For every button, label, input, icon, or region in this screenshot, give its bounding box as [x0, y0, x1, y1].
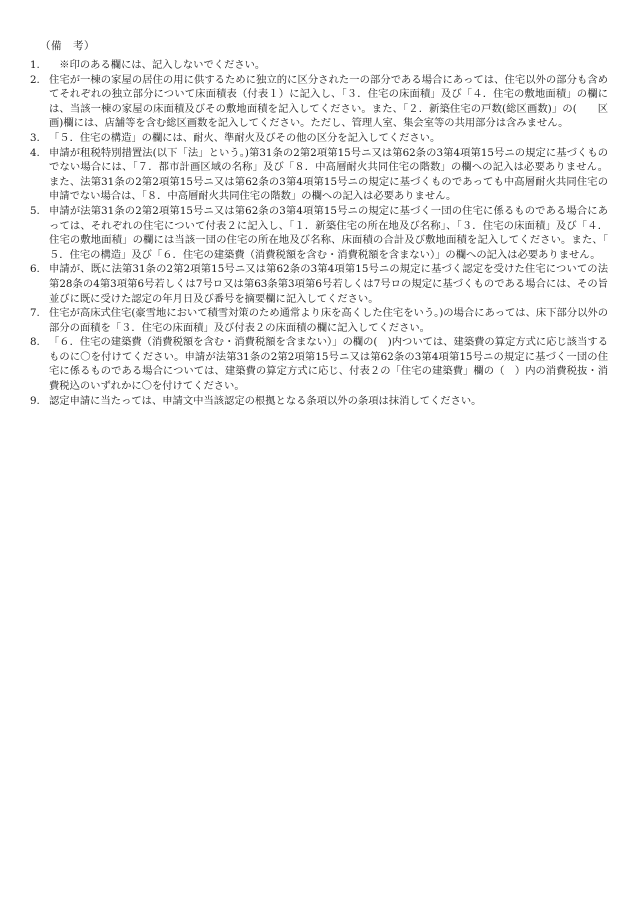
remark-number: 2.	[30, 73, 40, 86]
remark-item-7	[30, 306, 608, 335]
remark-number: 5.	[30, 204, 40, 217]
remark-item-6	[30, 262, 608, 306]
remark-text: 「６．住宅の建築費（消費税額を含む・消費税額を含まない）」の欄の( )内ついては、建築費の算定方式に応じ該当するものに〇を付けてください。申請が法第31条の2第2項第15号ニ又は第62条の3第4項第15号ニの規定に基づく一団の住宅に係るものである場合については、建築費の算定方式に応じ、付表２の「住宅の建築費」欄の（ ）内の消費税抜・消費税込のいずれかに〇を付けてください。	[49, 336, 608, 393]
remark-number: 6.	[30, 263, 40, 276]
remark-item-4	[30, 146, 608, 204]
remark-item-2	[30, 73, 608, 131]
remarks-list	[30, 58, 608, 408]
remark-item-9	[30, 394, 608, 409]
remarks-heading: （備 考）	[40, 40, 95, 52]
remark-number: 9.	[30, 394, 40, 407]
remark-number: 4.	[30, 146, 40, 159]
remark-text: 住宅が一棟の家屋の居住の用に供するために独立的に区分された一の部分である場合にあっては、住宅以外の部分も含めてそれぞれの独立部分について床面積表（付表１）に記入し、「３．住宅の床面積」及び「４．住宅の敷地面積」の欄には、当該一棟の家屋の床面積及びその敷地面積を記入してください。また、「２．新築住宅の戸数(総区画数)」の( 区画)欄には、店舗等を含む総区画数を記入してください。ただし、管理人室、集会室等の共用部分は含みません。	[49, 73, 608, 130]
remark-number: 3.	[30, 131, 40, 144]
remark-text: 「５．住宅の構造」の欄には、耐火、準耐火及びその他の区分を記入してください。	[49, 131, 441, 144]
remark-text: 申請が、既に法第31条の2第2項第15号ニ又は第62条の3第4項第15号ニの規定に基づく認定を受けた住宅についての法第28条の4第3項第6号若しくは7号ロ又は第63条第3項第6号若しくは7号ロの規定に基づくものである場合には、その旨並びに既に受けた認定の年月日及び番号を摘要欄に記入してください。	[49, 263, 608, 305]
remark-text: 申請が租税特別措置法(以下「法」という。)第31条の2第2項第15号ニ又は第62条の3第4項第15号ニの規定に基づくものでない場合には、「７．都市計画区域の名称」及び「８．中高層耐火共同住宅の階数」の欄への記入は必要ありません。また、法第31条の2第2項第15号ニ又は第62条の3第4項第15号ニの規定に基づくものであっても中高層耐火共同住宅の申請でない場合は、「８．中高層耐火共同住宅の階数」の欄への記入は必要ありません。	[49, 146, 608, 203]
remark-text: 認定申請に当たっては、申請文中当該認定の根拠となる条項以外の条項は抹消してください。	[49, 394, 482, 407]
remark-item-3	[30, 131, 608, 146]
remark-text: 申請が法第31条の2第2項第15号ニ又は第62条の3第4項第15号ニの規定に基づく一団の住宅に係るものである場合にあっては、それぞれの住宅について付表２に記入し、「１．新築住宅の所在地及び名称」、「３．住宅の床面積」及び「４．住宅の敷地面積」の欄には当該一団の住宅の所在地及び名称、床面積の合計及び敷地面積を記入してください。また、「５．住宅の構造」及び「６．住宅の建築費（消費税額を含む・消費税額を含まない）」の欄への記入は必要ありません。	[49, 204, 608, 261]
remark-text: 住宅が高床式住宅(豪雪地において積雪対策のため通常より床を高くした住宅をいう。)の場合にあっては、床下部分以外の部分の面積を「３．住宅の床面積」及び付表２の床面積の欄に記入してください。	[49, 307, 608, 334]
remark-number: 1.	[30, 59, 40, 71]
remark-number: 7.	[30, 307, 40, 320]
remark-item-8	[30, 335, 608, 393]
remark-number: 8.	[30, 336, 40, 349]
remark-text: ※印のある欄には、記入しないでください。	[49, 59, 266, 71]
remark-item-5	[30, 204, 608, 262]
remark-item-1	[30, 58, 608, 73]
